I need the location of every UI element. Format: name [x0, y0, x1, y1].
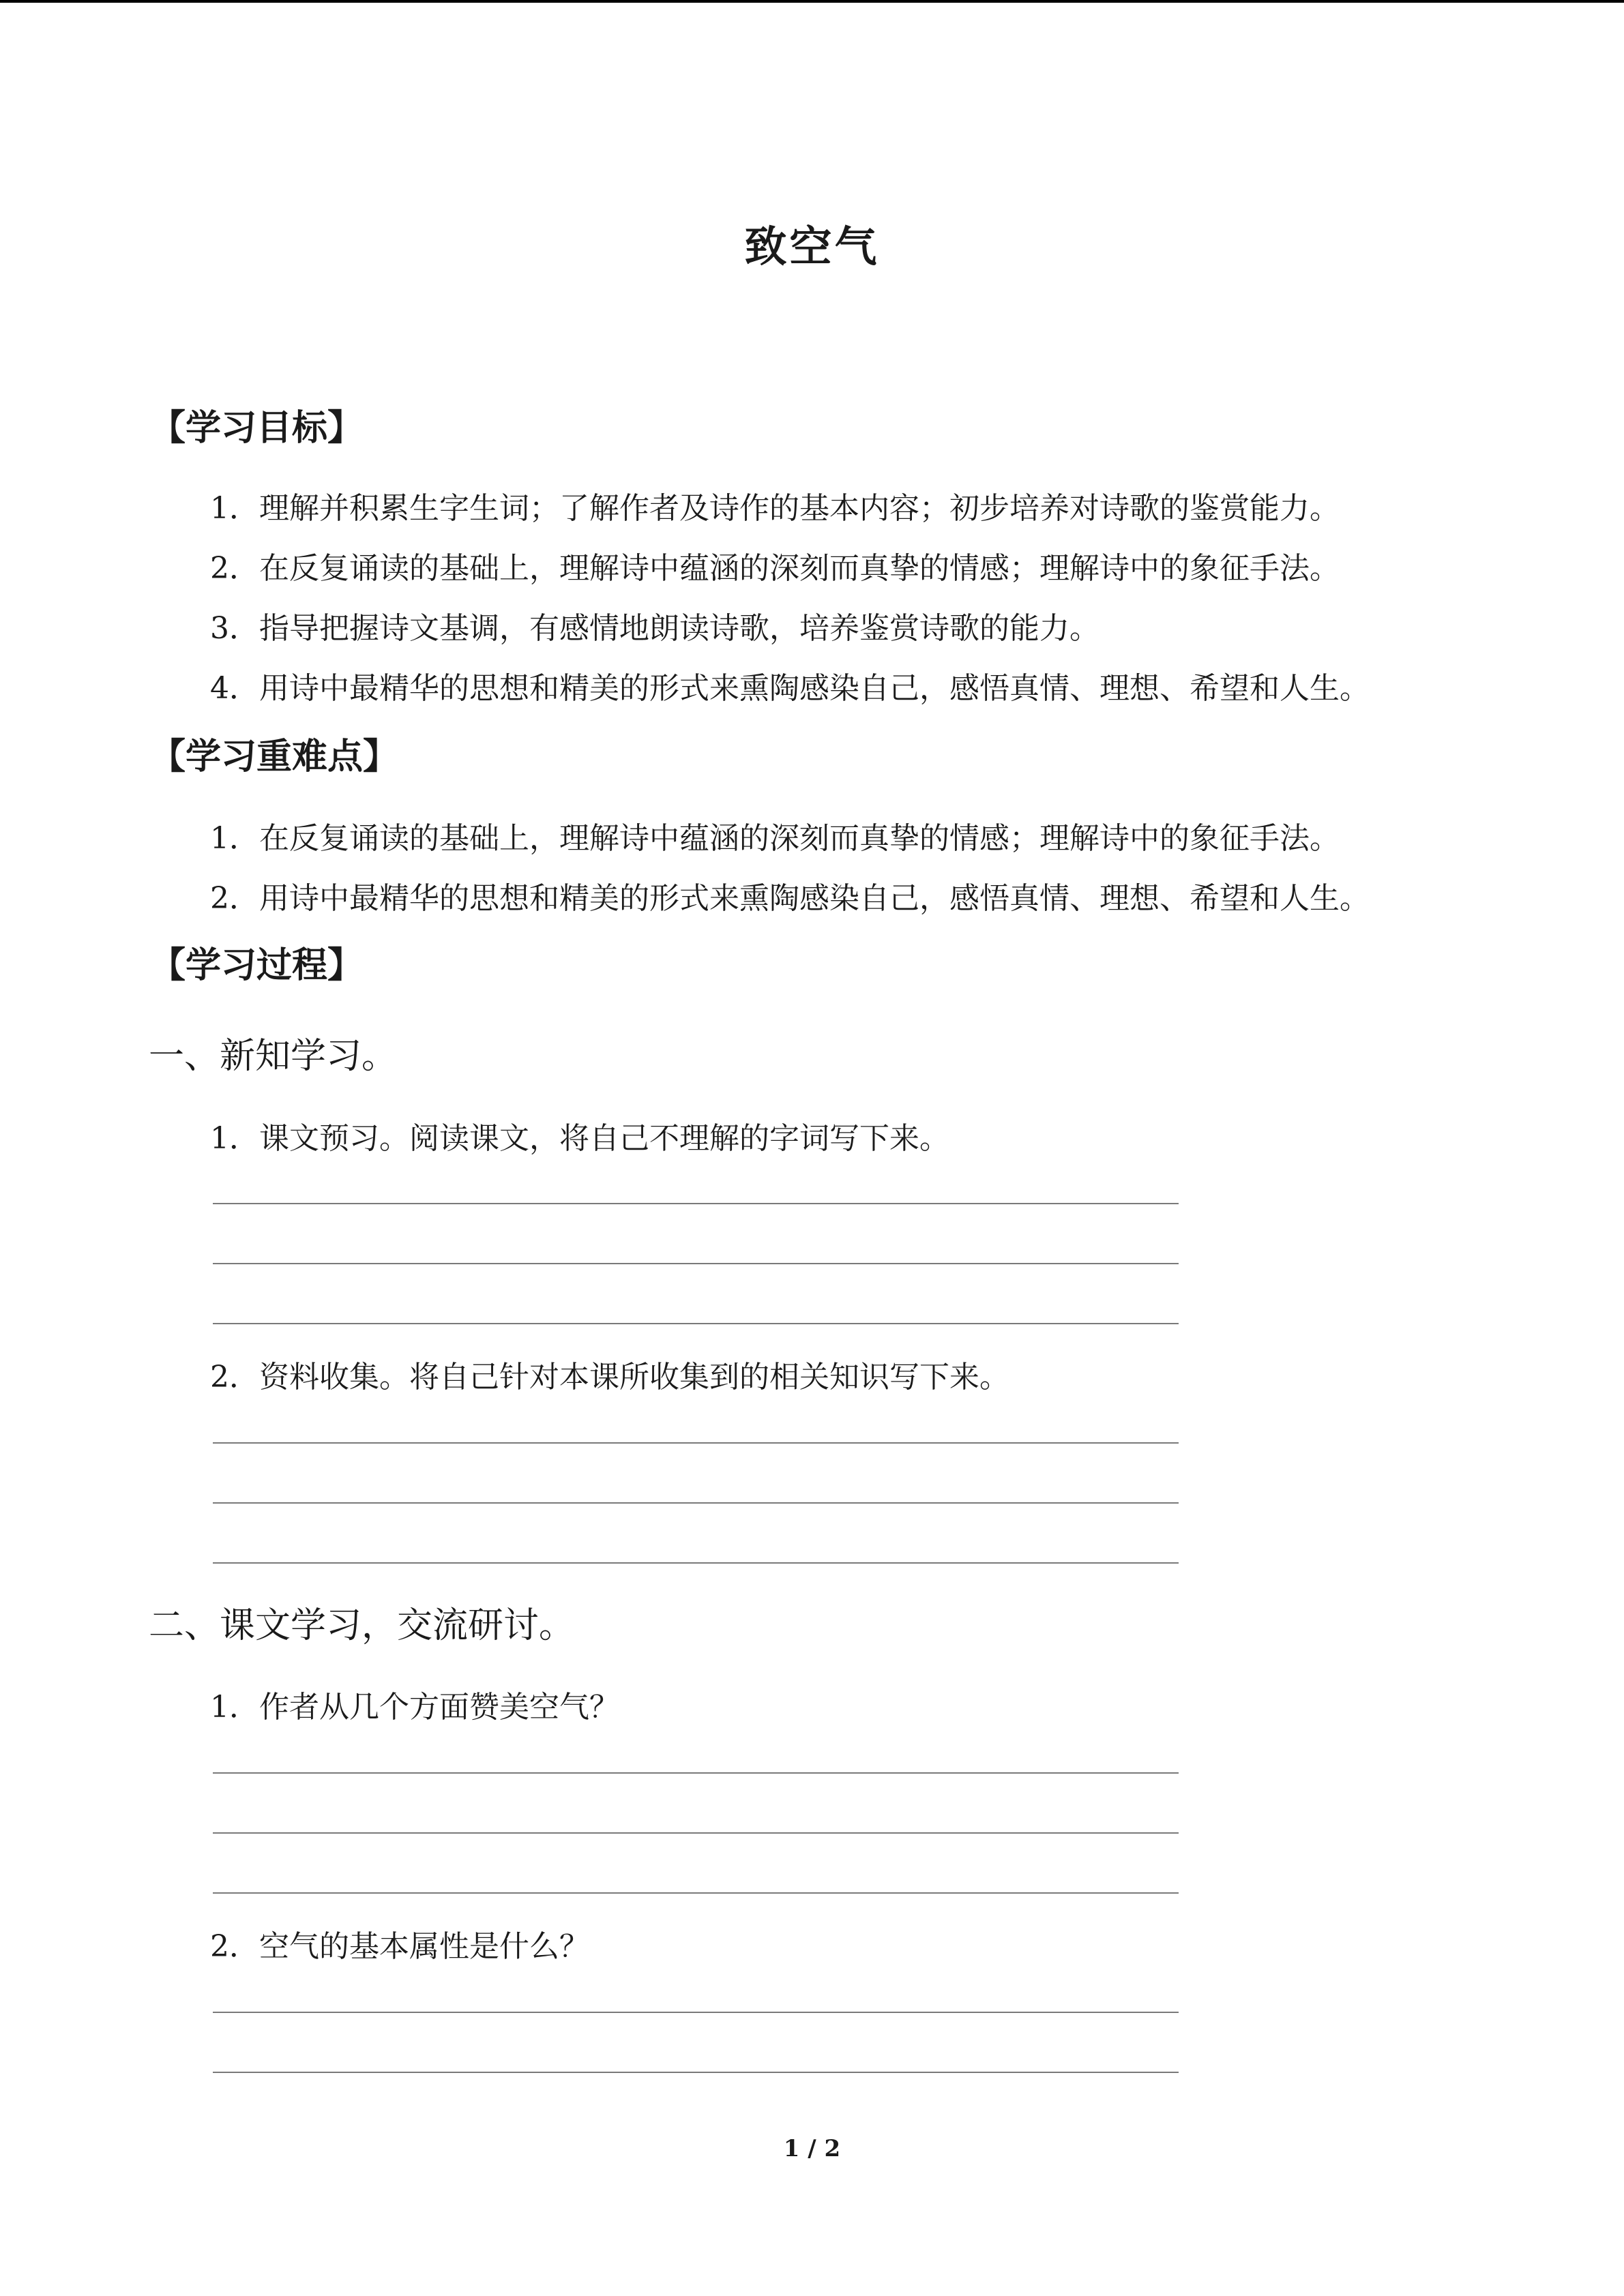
section-1-question-2: 2．资料收集。将自己针对本课所收集到的相关知识写下来。 — [210, 1360, 1009, 1395]
answer-line[interactable] — [213, 1892, 1179, 1894]
objective-item-1: 1．理解并积累生字生词；了解作者及诗作的基本内容；初步培养对诗歌的鉴赏能力。 — [210, 491, 1340, 526]
objective-item-4: 4．用诗中最精华的思想和精美的形式来熏陶感染自己，感悟真情、理想、希望和人生。 — [210, 671, 1370, 706]
key-points-heading: 【学习重难点】 — [150, 736, 399, 777]
answer-line[interactable] — [213, 1263, 1179, 1264]
answer-line[interactable] — [213, 1323, 1179, 1324]
section-2-question-2: 2．空气的基本属性是什么？ — [210, 1929, 589, 1964]
answer-line[interactable] — [213, 1562, 1179, 1564]
answer-line[interactable] — [213, 1442, 1179, 1444]
key-point-item-1: 1．在反复诵读的基础上，理解诗中蕴涵的深刻而真挚的情感；理解诗中的象征手法。 — [210, 821, 1340, 856]
key-point-item-2: 2．用诗中最精华的思想和精美的形式来熏陶感染自己，感悟真情、理想、希望和人生。 — [210, 881, 1370, 916]
objectives-heading: 【学习目标】 — [150, 407, 364, 449]
answer-line[interactable] — [213, 2012, 1179, 2013]
page-title: 致空气 — [744, 222, 880, 271]
answer-line[interactable] — [213, 1203, 1179, 1204]
section-2-question-1: 1．作者从几个方面赞美空气？ — [210, 1690, 619, 1725]
section-2-title: 二、课文学习，交流研讨。 — [149, 1605, 575, 1646]
section-1-title: 一、新知学习。 — [149, 1036, 398, 1077]
process-heading: 【学习过程】 — [150, 944, 364, 986]
page-number: 1 / 2 — [783, 2135, 841, 2162]
answer-line[interactable] — [213, 2072, 1179, 2073]
page-top-border — [0, 0, 1624, 3]
objective-item-2: 2．在反复诵读的基础上，理解诗中蕴涵的深刻而真挚的情感；理解诗中的象征手法。 — [210, 551, 1340, 586]
answer-line[interactable] — [213, 1772, 1179, 1774]
objective-item-3: 3．指导把握诗文基调，有感情地朗读诗歌，培养鉴赏诗歌的能力。 — [210, 611, 1099, 646]
answer-line[interactable] — [213, 1502, 1179, 1504]
answer-line[interactable] — [213, 1832, 1179, 1834]
section-1-question-1: 1．课文预习。阅读课文，将自己不理解的字词写下来。 — [210, 1121, 949, 1156]
